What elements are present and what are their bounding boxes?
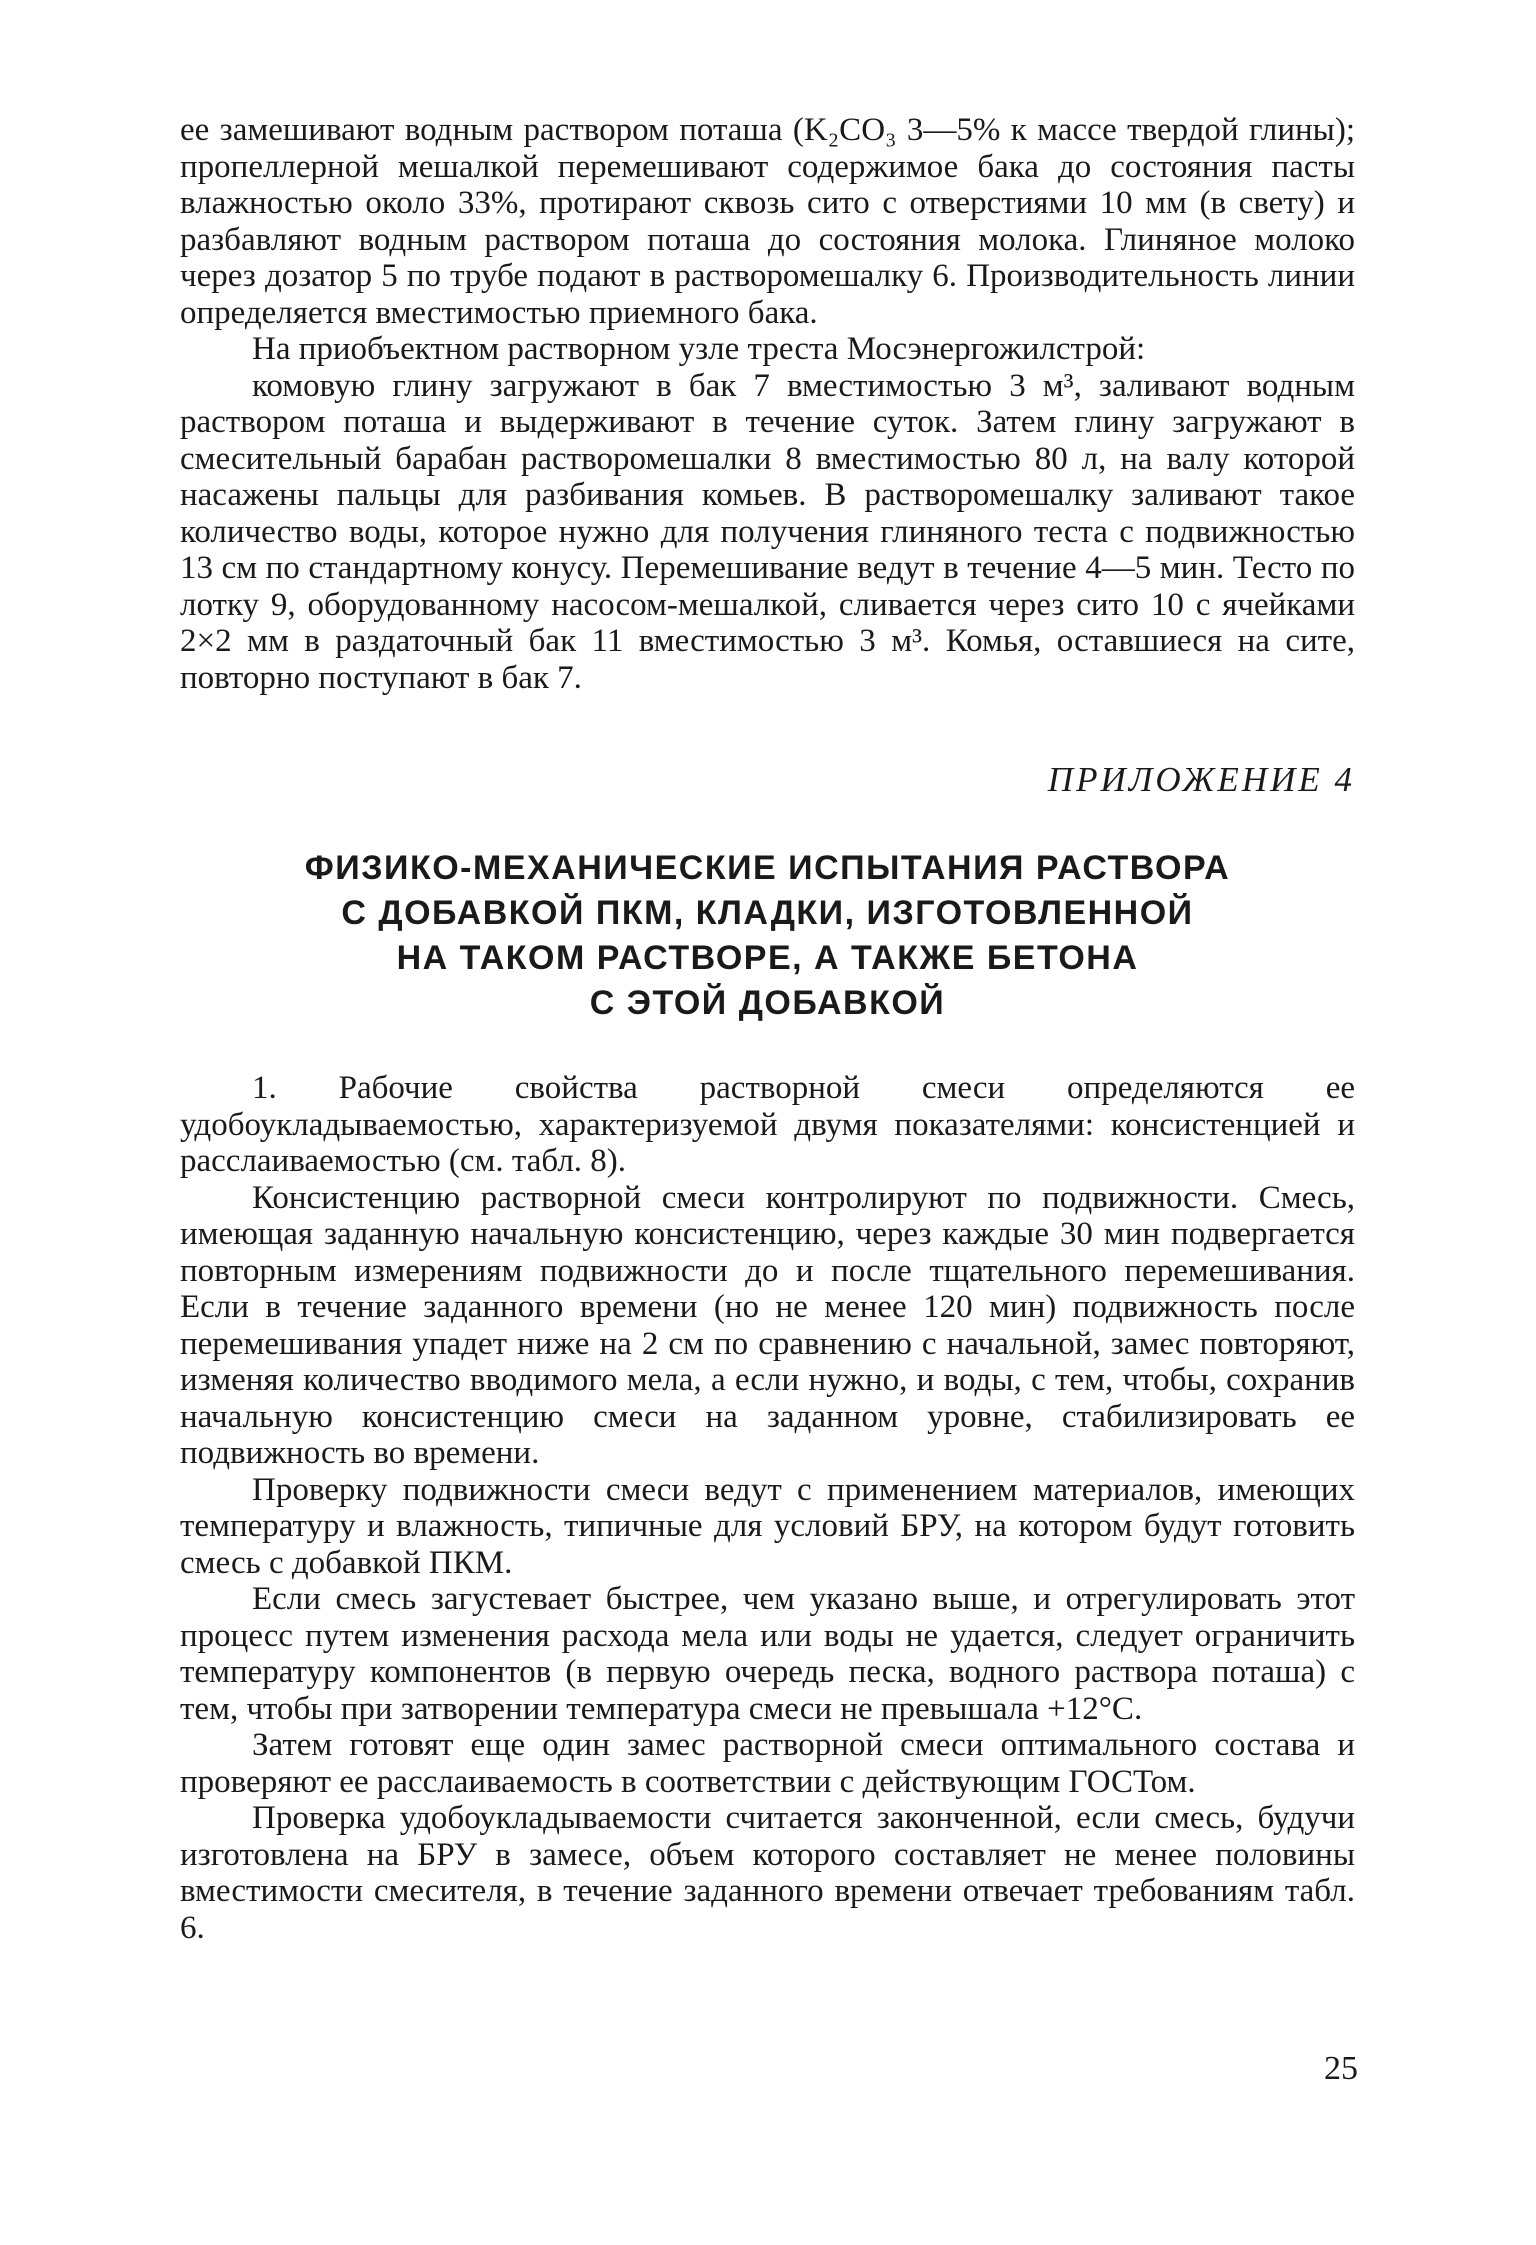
paragraph-continued: ее замешивают водным раствором поташа (K₂CO₃ 3—5% к массе твердой глины); пропеллерной мешалкой перемешивают содержимое бака до состояния пасты влажностью около 33%, протирают сквозь сито с отверстиями 10 мм (в свету) и разбавляют водным раствором поташа до состояния молока. Глиняное молоко через дозатор 5 по трубе подают в растворомешалку 6. Производительность линии определяется вместимостью приемного бака. [180,112,1355,331]
section-heading [180,846,1355,1026]
paragraph-consistency: Консистенцию растворной смеси контролируют по подвижности. Смесь, имеющая заданную начальную консистенцию, через каждые 30 мин подвергается повторным измерениям подвижности до и после тщательного перемешивания. Если в течение заданного времени (но не менее 120 мин) подвижность после перемешивания упадет ниже на 2 см по сравнению с начальной, замес повторяют, изменяя количество вводимого мела, а если нужно, и воды, с тем, чтобы, сохранив начальную консистенцию смеси на заданном уровне, стабилизировать ее подвижность во времени. [180,1179,1355,1471]
heading-line: ФИЗИКО-МЕХАНИЧЕСКИЕ ИСПЫТАНИЯ РАСТВОРА [304,849,1231,887]
paragraph-mobility-check: Проверку подвижности смеси ведут с применением материалов, имеющих температуру и влажность, типичные для условий БРУ, на котором будут готовить смесь с добавкой ПКМ. [180,1471,1355,1581]
heading-line: С ЭТОЙ ДОБАВКОЙ [589,984,946,1022]
paragraph-node-intro: На приобъектном растворном узле треста Мосэнергожилстрой: [252,331,1146,367]
heading-line: НА ТАКОМ РАСТВОРЕ, А ТАКЖЕ БЕТОНА [396,939,1139,977]
appendix-label: ПРИЛОЖЕНИЕ 4 [1047,760,1355,799]
paragraph-workability: 1. Рабочие свойства растворной смеси определяются ее удобоукладываемостью, характеризуемой двумя показателями: консистенцией и расслаиваемостью (см. табл. 8). [180,1070,1355,1179]
paragraph-node-process: комовую глину загружают в бак 7 вместимостью 3 м³, заливают водным раствором поташа и выдерживают в течение суток. Затем глину загружают в смесительный барабан растворомешалки 8 вместимостью 80 л, на валу которой насажены пальцы для разбивания комьев. В растворомешалку заливают такое количество воды, которое нужно для получения глиняного теста с подвижностью 13 см по стандартному конусу. Перемешивание ведут в течение 4—5 мин. Тесто по лотку 9, оборудованному насосом-мешалкой, сливается через сито 10 с ячейками 2×2 мм в раздаточный бак 11 вместимостью 3 м³. Комья, оставшиеся на сите, повторно поступают в бак 7. [180,367,1355,696]
document-page [180,112,1355,1946]
paragraph-completion: Проверка удобоукладываемости считается законченной, если смесь, будучи изготовлена на БРУ в замесе, объем которого составляет не менее половины вместимости смесителя, в течение заданного времени отвечает требованиям табл. 6. [180,1800,1355,1946]
paragraph-thickening: Если смесь загустевает быстрее, чем указано выше, и отрегулировать этот процесс путем изменения расхода мела или воды не удается, следует ограничить температуру компонентов (в первую очередь песка, водного раствора поташа) с тем, чтобы при затворении температура смеси не превышала +12°С. [180,1581,1355,1727]
page-number: 25 [1324,2050,1358,2087]
heading-line: С ДОБАВКОЙ ПКМ, КЛАДКИ, ИЗГОТОВЛЕННОЙ [341,894,1194,932]
paragraph-segregation: Затем готовят еще один замес растворной смеси оптимального состава и проверяют ее расслаиваемость в соответствии с действующим ГОСТом. [180,1727,1355,1800]
